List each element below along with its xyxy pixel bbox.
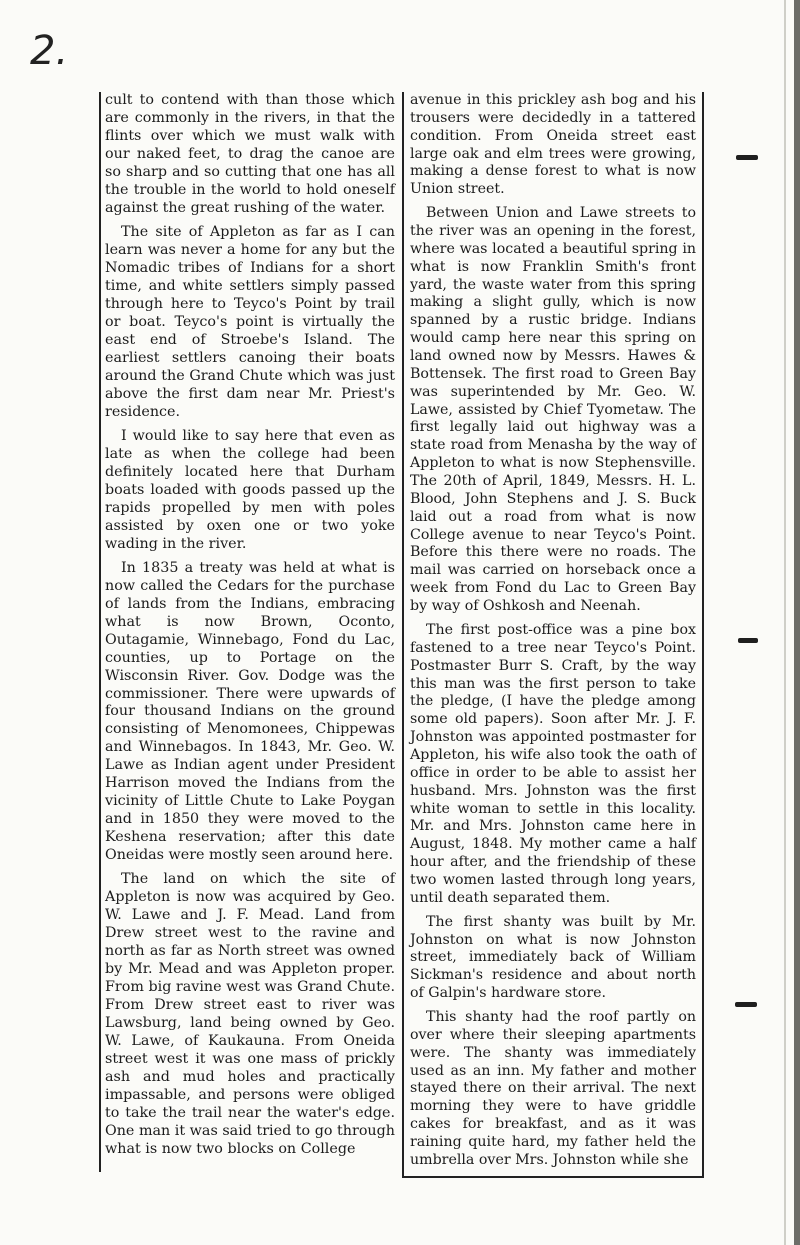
- page-edge-shadow: [784, 0, 786, 1245]
- left-paragraph-5: The land on which the site of Appleton is now was acquired by Geo. W. Lawe and J. F. Mead. Land from Drew street west to the ravine and north as far as North street was owned by Mr. Mead and was Appleton proper. From big ravine west was Grand Chute. From Drew street east to river was Lawsburg, land being owned by Geo. W. Lawe, of Kaukauna. From Oneida street west it was one mass of prickly ash and mud holes and practically impassable, and persons were obliged to take the trail near the water's edge. One man it was said tried to go through what is now two blocks on College: [105, 871, 395, 1158]
- left-column-rule: [99, 92, 101, 1172]
- margin-mark-3: [735, 1002, 757, 1007]
- page-edge: [794, 0, 800, 1245]
- right-paragraph-5: This shanty had the roof partly on over where their sleeping apartments were. The shanty was immediately used as an inn. My father and mother stayed there on their arrival. The next morning they were to have griddle cakes for breakfast, and as it was raining quite hard, my father held the umbrella over Mrs. Johnston while she: [410, 1008, 696, 1168]
- margin-mark-1: [736, 155, 758, 160]
- bottom-rule: [402, 1176, 704, 1178]
- center-column-rule: [402, 92, 404, 1177]
- right-paragraph-1: avenue in this prickley ash bog and his trousers were decidedly in a tattered condition. From Oneida street east large oak and elm trees were growing, making a dense forest to what is now Union street.: [410, 92, 696, 198]
- right-paragraph-2: Between Union and Lawe streets to the river was an opening in the forest, where was located a beautiful spring in what is now Franklin Smith's front yard, the waste water from this spring making a slight gully, which is now spanned by a rustic bridge. Indians would camp here near this spring on land owned now by Messrs. Hawes & Bottensek. The first road to Green Bay was superintended by Mr. Geo. W. Lawe, assisted by Chief Tyometaw. The first legally laid out highway was a state road from Menasha by the way of Appleton to what is now Stephensville. The 20th of April, 1849, Messrs. H. L. Blood, John Stephens and J. S. Buck laid out a road from what is now College avenue to near Teyco's Point. Before this there were no roads. The mail was carried on horseback once a week from Fond du Lac to Green Bay by way of Oshkosh and Neenah.: [410, 205, 696, 615]
- left-paragraph-2: The site of Appleton as far as I can learn was never a home for any but the Nomadic tribes of Indians for a short time, and white settlers simply passed through here to Teyco's Point by trail or boat. Teyco's point is virtually the east end of Stroebe's Island. The earliest settlers canoing their boats around the Grand Chute which was just above the first dam near Mr. Priest's residence.: [105, 223, 395, 420]
- right-paragraph-3: The first post-office was a pine box fastened to a tree near Teyco's Point. Postmaster Burr S. Craft, by the way this man was the first person to take the pledge, (I have the pledge among some old papers). Soon after Mr. J. F. Johnston was appointed postmaster for Appleton, his wife also took the oath of office in order to be able to assist her husband. Mrs. Johnston was the first white woman to settle in this locality. Mr. and Mrs. Johnston came here in August, 1848. My mother came a half hour after, and the friendship of these two women lasted through long years, until death separated them.: [410, 621, 696, 906]
- left-paragraph-4: In 1835 a treaty was held at what is now called the Cedars for the purchase of lands from the Indians, embracing what is now Brown, Oconto, Outagamie, Winnebago, Fond du Lac, counties, up to Portage on the Wisconsin River. Gov. Dodge was the commissioner. There were upwards of four thousand Indians on the ground consisting of Menomonees, Chippewas and Winnebagos. In 1843, Mr. Geo. W. Lawe as Indian agent under President Harrison moved the Indians from the vicinity of Little Chute to Lake Poygan and in 1850 they were moved to the Keshena reservation; after this date Oneidas were mostly seen around here.: [105, 559, 395, 864]
- left-paragraph-1: cult to contend with than those which are commonly in the rivers, in that the flints over which we must walk with our naked feet, to drag the canoe are so sharp and so cutting that one has all the trouble in the world to hold oneself against the great rushing of the water.: [105, 92, 395, 216]
- left-paragraph-3: I would like to say here that even as late as when the college had been definitely located here that Durham boats loaded with goods passed up the rapids propelled by men with poles assisted by oxen one or two yoke wading in the river.: [105, 427, 395, 552]
- margin-mark-2: [738, 638, 758, 643]
- page-number: 2.: [30, 28, 69, 74]
- right-paragraph-4: The first shanty was built by Mr. Johnston on what is now Johnston street, immediately back of William Sickman's residence and about north of Galpin's hardware store.: [410, 913, 696, 1002]
- right-column-rule: [702, 92, 704, 1177]
- right-column: [410, 92, 696, 1176]
- left-column: [105, 92, 395, 1165]
